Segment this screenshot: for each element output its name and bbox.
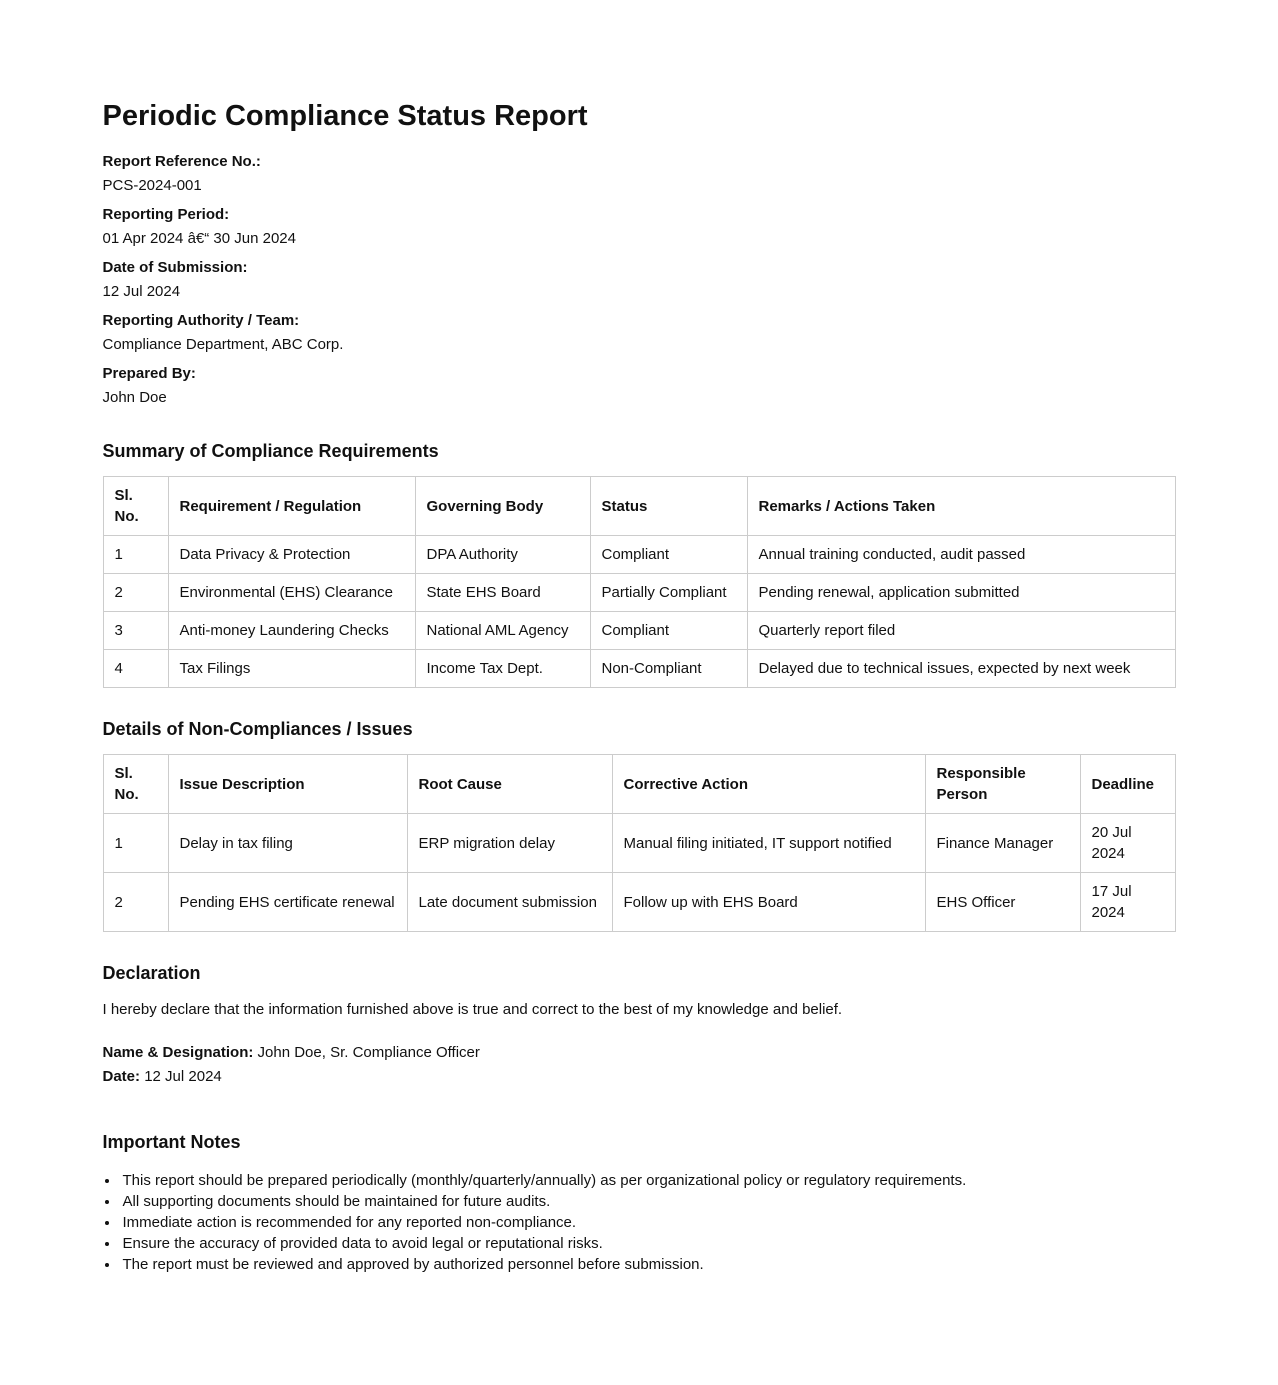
- table-cell: Late document submission: [407, 873, 612, 932]
- col-header: Sl. No.: [103, 755, 168, 814]
- table-cell: 17 Jul 2024: [1080, 873, 1175, 932]
- table-cell: Data Privacy & Protection: [168, 536, 415, 574]
- table-cell: Environmental (EHS) Clearance: [168, 574, 415, 612]
- summary-section-heading: Summary of Compliance Requirements: [102, 441, 439, 461]
- page-title: Periodic Compliance Status Report: [102, 100, 588, 132]
- meta-label: Prepared By:: [102, 365, 196, 382]
- table-cell: National AML Agency: [415, 612, 590, 650]
- table-cell: 4: [103, 650, 168, 688]
- col-header: Issue Description: [168, 755, 407, 814]
- summary-table: [103, 476, 1176, 688]
- col-header: Sl. No.: [103, 477, 168, 536]
- note-item: • Immediate action is recommended for any reported non-compliance.: [120, 1212, 1176, 1233]
- meta-label: Report Reference No.:: [102, 153, 261, 170]
- meta-reporting-authority: [103, 309, 1176, 357]
- meta-prepared-by: [103, 362, 1176, 410]
- table-cell: Delayed due to technical issues, expected by next week: [747, 650, 1175, 688]
- notes-list: [103, 1170, 1176, 1275]
- table-row: [103, 536, 1175, 574]
- col-header: Root Cause: [407, 755, 612, 814]
- col-header: Requirement / Regulation: [168, 477, 415, 536]
- table-cell: Compliant: [590, 612, 747, 650]
- meta-reporting-period: [103, 203, 1176, 251]
- date-value: 12 Jul 2024: [144, 1068, 222, 1085]
- table-cell: Partially Compliant: [590, 574, 747, 612]
- meta-label: Reporting Period:: [102, 206, 230, 223]
- col-header: Status: [590, 477, 747, 536]
- report-page: [103, 0, 1176, 1385]
- table-cell: Non-Compliant: [590, 650, 747, 688]
- name-designation-label: Name & Designation:: [102, 1044, 254, 1061]
- table-cell: ERP migration delay: [407, 814, 612, 873]
- declaration-date-line: [103, 1068, 222, 1085]
- date-label: Date:: [102, 1068, 141, 1085]
- table-row: [103, 814, 1175, 873]
- col-header: Responsible Person: [925, 755, 1080, 814]
- table-cell: 1: [103, 536, 168, 574]
- table-cell: Income Tax Dept.: [415, 650, 590, 688]
- meta-value: John Doe: [102, 389, 167, 406]
- table-cell: 20 Jul 2024: [1080, 814, 1175, 873]
- table-row: [103, 873, 1175, 932]
- table-cell: 1: [103, 814, 168, 873]
- table-cell: DPA Authority: [415, 536, 590, 574]
- table-cell: Annual training conducted, audit passed: [747, 536, 1175, 574]
- col-header: Deadline: [1080, 755, 1175, 814]
- notes-heading: Important Notes: [102, 1132, 241, 1152]
- col-header: Corrective Action: [612, 755, 925, 814]
- table-cell: Pending renewal, application submitted: [747, 574, 1175, 612]
- table-cell: 2: [103, 873, 168, 932]
- table-row: [103, 612, 1175, 650]
- table-cell: 2: [103, 574, 168, 612]
- table-cell: Compliant: [590, 536, 747, 574]
- table-cell: Follow up with EHS Board: [612, 873, 925, 932]
- table-cell: 3: [103, 612, 168, 650]
- meta-value: PCS-2024-001: [102, 177, 202, 194]
- table-row: [103, 574, 1175, 612]
- name-designation-value: John Doe, Sr. Compliance Officer: [257, 1044, 480, 1061]
- declaration-heading: Declaration: [102, 963, 201, 983]
- table-header-row: [103, 477, 1175, 536]
- table-cell: Anti-money Laundering Checks: [168, 612, 415, 650]
- table-cell: Tax Filings: [168, 650, 415, 688]
- table-cell: Manual filing initiated, IT support notified: [612, 814, 925, 873]
- col-header: Governing Body: [415, 477, 590, 536]
- col-header: Remarks / Actions Taken: [747, 477, 1175, 536]
- meta-label: Date of Submission:: [102, 259, 248, 276]
- table-cell: Finance Manager: [925, 814, 1080, 873]
- meta-value: 01 Apr 2024 â€“ 30 Jun 2024: [102, 230, 296, 247]
- declaration-name-line: [103, 1044, 480, 1061]
- table-cell: EHS Officer: [925, 873, 1080, 932]
- meta-value: 12 Jul 2024: [102, 283, 181, 300]
- table-cell: Quarterly report filed: [747, 612, 1175, 650]
- issues-section-heading: Details of Non-Compliances / Issues: [102, 719, 413, 739]
- meta-label: Reporting Authority / Team:: [102, 312, 300, 329]
- declaration-text: I hereby declare that the information furnished above is true and correct to the best of my knowledge and belief.: [102, 1001, 843, 1018]
- note-item: • This report should be prepared periodically (monthly/quarterly/annually) as per organizational policy or regulatory requirements.: [120, 1170, 1176, 1191]
- issues-table: [103, 754, 1176, 932]
- meta-report-reference: [103, 150, 1176, 198]
- note-item: • The report must be reviewed and approved by authorized personnel before submission.: [120, 1254, 1176, 1275]
- table-header-row: [103, 755, 1175, 814]
- meta-value: Compliance Department, ABC Corp.: [102, 336, 344, 353]
- table-row: [103, 650, 1175, 688]
- table-cell: State EHS Board: [415, 574, 590, 612]
- declaration-signature-block: [103, 1041, 1176, 1089]
- table-cell: Pending EHS certificate renewal: [168, 873, 407, 932]
- table-cell: Delay in tax filing: [168, 814, 407, 873]
- meta-date-of-submission: [103, 256, 1176, 304]
- note-item: • Ensure the accuracy of provided data to avoid legal or reputational risks.: [120, 1233, 1176, 1254]
- note-item: • All supporting documents should be maintained for future audits.: [120, 1191, 1176, 1212]
